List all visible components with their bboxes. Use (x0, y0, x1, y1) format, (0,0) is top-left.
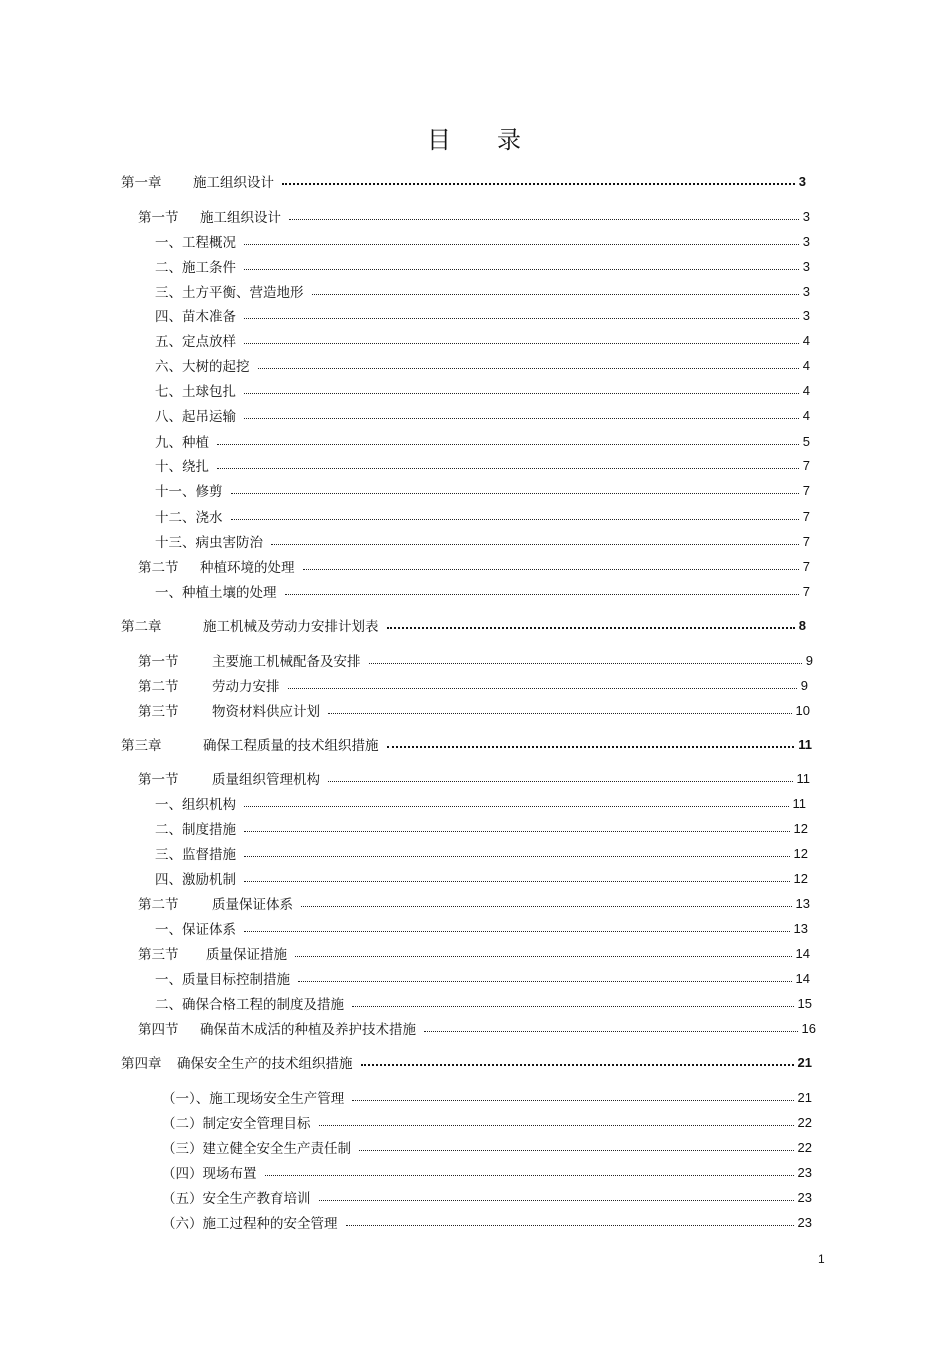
dot-leader (285, 594, 799, 595)
toc-entry-page: 7 (802, 533, 810, 549)
dot-leader (352, 1100, 793, 1101)
toc-entry (121, 734, 812, 754)
toc-entry (155, 380, 810, 400)
title-char-1: 目 (427, 126, 453, 154)
toc-entry-title: 四、激励机制 (155, 872, 236, 888)
page-number: 1 (818, 1252, 825, 1266)
toc-entry-page: 4 (802, 332, 810, 348)
toc-entry (121, 1052, 812, 1072)
toc-entry-page: 13 (793, 920, 808, 936)
toc-entry-label: 第一节 (138, 210, 179, 226)
toc-entry-page: 22 (797, 1114, 812, 1130)
dot-leader (244, 418, 799, 419)
dot-leader (244, 318, 799, 319)
toc-entry-title: 一、质量目标控制措施 (155, 972, 290, 988)
toc-entry-page: 11 (796, 770, 810, 786)
toc-entry (121, 171, 806, 191)
toc-entry-page: 15 (797, 995, 812, 1011)
dot-leader (359, 1150, 794, 1151)
toc-entry-page: 4 (802, 357, 810, 373)
toc-entry (155, 531, 810, 551)
toc-entry-page: 4 (802, 382, 810, 398)
toc-entry-title: 六、大树的起挖 (155, 359, 250, 375)
toc-entry-title: 一、工程概况 (155, 235, 236, 251)
toc-entry (155, 455, 810, 475)
toc-entry-page: 22 (797, 1139, 812, 1155)
toc-entry (162, 1112, 812, 1132)
dot-leader (244, 244, 799, 245)
dot-leader (312, 294, 799, 295)
toc-entry-page: 13 (795, 895, 810, 911)
toc-entry-page: 23 (797, 1164, 812, 1180)
toc-entry-page: 3 (802, 307, 810, 323)
toc-entry (138, 768, 810, 788)
toc-entry (138, 1018, 816, 1038)
dot-leader (319, 1125, 794, 1126)
toc-entry (155, 431, 810, 451)
dot-leader (265, 1175, 794, 1176)
toc-entry (162, 1137, 812, 1157)
toc-entry-page: 12 (793, 845, 808, 861)
toc-entry-title: 确保工程质量的技术组织措施 (203, 738, 379, 754)
dot-leader (387, 746, 795, 748)
dot-leader (289, 219, 799, 220)
dot-leader (244, 269, 799, 270)
toc-entry-title: 一、保证体系 (155, 922, 236, 938)
toc-entry-page: 3 (798, 173, 806, 189)
toc-entry-title: 施工组织设计 (193, 175, 274, 191)
toc-entry (138, 675, 808, 695)
toc-entry-label: 第二节 (138, 679, 179, 695)
toc-entry-title: 主要施工机械配备及安排 (212, 654, 361, 670)
toc-entry-title: （二）制定安全管理目标 (162, 1116, 311, 1132)
toc-entry-title: （三）建立健全安全生产责任制 (162, 1141, 351, 1157)
toc-entry-title: 七、土球包扎 (155, 384, 236, 400)
toc-entry-label: 第二章 (121, 619, 162, 635)
dot-leader (288, 688, 797, 689)
toc-entry-title: 十二、浇水 (155, 510, 223, 526)
dot-leader (424, 1031, 798, 1032)
dot-leader (271, 544, 799, 545)
toc-entry (138, 700, 810, 720)
toc-entry-title: （五）安全生产教育培训 (162, 1191, 311, 1207)
toc-entry-page: 7 (802, 558, 810, 574)
toc-entry-title: 一、组织机构 (155, 797, 236, 813)
toc-entry-title: 确保安全生产的技术组织措施 (177, 1056, 353, 1072)
toc-entry-page: 11 (798, 736, 812, 752)
toc-entry-page: 7 (802, 508, 810, 524)
toc-entry-page: 8 (798, 617, 806, 633)
toc-entry-title: 十一、修剪 (155, 484, 223, 500)
toc-entry-title: 物资材料供应计划 (212, 704, 320, 720)
toc-entry-label: 第二节 (138, 560, 179, 576)
toc-entry-title: （四）现场布置 (162, 1166, 257, 1182)
dot-leader (244, 881, 790, 882)
dot-leader (298, 981, 792, 982)
toc-entry (138, 206, 810, 226)
dot-leader (328, 781, 793, 782)
toc-entry (138, 650, 813, 670)
toc-entry-page: 3 (802, 233, 810, 249)
toc-entry-label: 第一节 (138, 654, 179, 670)
toc-entry-label: 第四章 (121, 1056, 162, 1072)
toc-entry-title: 施工组织设计 (200, 210, 281, 226)
toc-entry-page: 16 (801, 1020, 816, 1036)
toc-entry-page: 5 (802, 433, 810, 449)
toc-entry-label: 第一章 (121, 175, 162, 191)
dot-leader (244, 856, 790, 857)
toc-entry-page: 7 (802, 457, 810, 473)
toc-entry-page: 12 (793, 870, 808, 886)
toc-entry-title: 二、制度措施 (155, 822, 236, 838)
toc-entry (162, 1212, 812, 1232)
toc-entry-title: 八、起吊运输 (155, 409, 236, 425)
dot-leader (328, 713, 792, 714)
toc-entry (155, 480, 810, 500)
toc-entry (155, 330, 810, 350)
dot-leader (258, 368, 799, 369)
toc-entry (155, 968, 810, 988)
toc-entry-page: 9 (805, 652, 813, 668)
dot-leader (301, 906, 792, 907)
toc-entry-title: 三、土方平衡、营造地形 (155, 285, 304, 301)
toc-entry (138, 943, 810, 963)
toc-entry-label: 第一节 (138, 772, 179, 788)
toc-entry-page: 3 (802, 208, 810, 224)
toc-entry (121, 615, 806, 635)
toc-entry-label: 第三节 (138, 704, 179, 720)
dot-leader (319, 1200, 794, 1201)
toc-entry-page: 11 (792, 795, 806, 811)
toc-entry (155, 355, 810, 375)
dot-leader (303, 569, 799, 570)
toc-entry-title: 质量保证体系 (212, 897, 293, 913)
toc-entry-page: 12 (793, 820, 808, 836)
toc-entry (155, 281, 810, 301)
toc-entry (155, 818, 808, 838)
toc-entry-page: 7 (802, 482, 810, 498)
toc-entry-title: 劳动力安排 (212, 679, 280, 695)
toc-entry-page: 14 (795, 970, 810, 986)
toc-entry (155, 581, 810, 601)
toc-entry (155, 231, 810, 251)
dot-leader (369, 663, 802, 664)
toc-entry-title: 质量组织管理机构 (212, 772, 320, 788)
toc-entry-label: 第三章 (121, 738, 162, 754)
toc-entry-page: 21 (797, 1054, 812, 1070)
dot-leader (352, 1006, 794, 1007)
dot-leader (217, 468, 799, 469)
toc-entry-title: 十三、病虫害防治 (155, 535, 263, 551)
dot-leader (231, 493, 799, 494)
dot-leader (244, 806, 789, 807)
toc-entry-title: 五、定点放样 (155, 334, 236, 350)
toc-entry-title: 种植环境的处理 (200, 560, 295, 576)
toc-entry (162, 1087, 812, 1107)
toc-entry (155, 843, 808, 863)
toc-entry (155, 506, 810, 526)
dot-leader (244, 831, 790, 832)
toc-entry-page: 3 (802, 283, 810, 299)
toc-entry (162, 1187, 812, 1207)
toc-entry-page: 14 (795, 945, 810, 961)
toc-entry-label: 第四节 (138, 1022, 179, 1038)
toc-entry (155, 256, 810, 276)
toc-entry (155, 993, 812, 1013)
toc-entry-title: （六）施工过程种的安全管理 (162, 1216, 338, 1232)
toc-entry (155, 405, 810, 425)
toc-entry-title: 九、种植 (155, 435, 209, 451)
toc-entry (138, 556, 810, 576)
dot-leader (295, 956, 792, 957)
toc-entry (155, 793, 806, 813)
toc-entry (155, 918, 808, 938)
toc-entry-title: 三、监督措施 (155, 847, 236, 863)
toc-entry-page: 3 (802, 258, 810, 274)
toc-entry-label: 第三节 (138, 947, 179, 963)
dot-leader (244, 343, 799, 344)
toc-entry-title: 二、确保合格工程的制度及措施 (155, 997, 344, 1013)
toc-entry-title: 十、绕扎 (155, 459, 209, 475)
toc-entry-page: 21 (797, 1089, 812, 1105)
toc-entry (138, 893, 810, 913)
toc-entry-title: 确保苗木成活的种植及养护技术措施 (200, 1022, 416, 1038)
toc-entry (155, 868, 808, 888)
toc-entry-label: 第二节 (138, 897, 179, 913)
toc-entry (162, 1162, 812, 1182)
toc-entry-title: 一、种植土壤的处理 (155, 585, 277, 601)
toc-entry-title: 二、施工条件 (155, 260, 236, 276)
dot-leader (346, 1225, 794, 1226)
toc-entry-page: 7 (802, 583, 810, 599)
toc-entry-page: 10 (795, 702, 810, 718)
dot-leader (217, 444, 799, 445)
dot-leader (387, 627, 795, 629)
toc-entry-page: 4 (802, 407, 810, 423)
toc-entry-title: （一）、施工现场安全生产管理 (162, 1091, 345, 1107)
toc-entry-page: 23 (797, 1214, 812, 1230)
toc-entry (155, 305, 810, 325)
dot-leader (282, 183, 795, 185)
toc-entry-page: 9 (800, 677, 808, 693)
dot-leader (231, 519, 799, 520)
dot-leader (244, 393, 799, 394)
title-char-2: 录 (497, 126, 523, 154)
toc-entry-title: 施工机械及劳动力安排计划表 (203, 619, 379, 635)
toc-entry-page: 23 (797, 1189, 812, 1205)
toc-entry-title: 四、苗木准备 (155, 309, 236, 325)
dot-leader (244, 931, 790, 932)
toc-entry-title: 质量保证措施 (206, 947, 287, 963)
dot-leader (361, 1064, 794, 1066)
